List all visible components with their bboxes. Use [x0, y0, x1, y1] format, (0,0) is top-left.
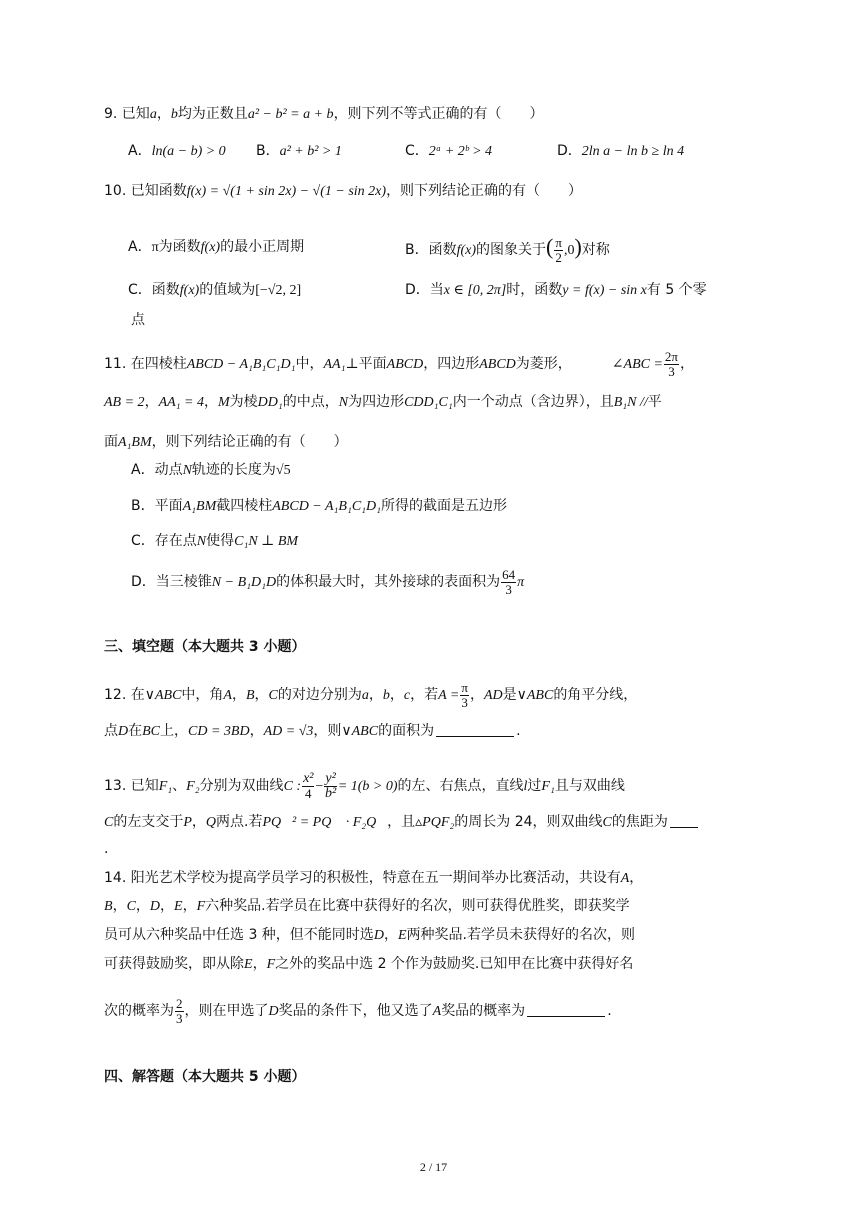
q10-option-b-fx: f(x): [456, 243, 477, 258]
q14-s6: ，: [252, 956, 267, 972]
q11-dd1: DD₁: [257, 395, 283, 410]
q11-l3-post: ，则下列结论正确的有（ ）: [151, 434, 348, 450]
q14-l3-rest: 两种奖品.若学员未获得好的名次，则: [406, 927, 635, 943]
q12-answer-blank[interactable]: [436, 722, 514, 737]
q14-line1: [104, 867, 643, 890]
q14-l3-E: E: [397, 928, 407, 943]
q10-option-b-paren-close: ): [574, 234, 582, 259]
q11-line2: [104, 391, 662, 414]
q12-tri3: ∨ABC: [341, 724, 379, 739]
q13-hyp-c: C :: [283, 779, 302, 794]
q10-option-d-mid: 时，函数: [506, 282, 563, 298]
q13-hyp-minus: −: [315, 779, 324, 794]
q11-aa1: AA₁: [323, 357, 346, 372]
q10-option-c-mid: 的值域为: [199, 282, 256, 298]
q10-option-b-fraction-num: π: [555, 234, 562, 250]
q13-l2-end: 的焦距为: [611, 814, 668, 830]
q14-l3-D: D: [373, 928, 384, 943]
q11-option-c-n: N: [196, 534, 207, 549]
q10-stem-pre: 10. 已知函数: [104, 183, 187, 199]
q14-l5-mid2: 奖品的条件下，他又选了: [278, 1003, 433, 1019]
q11-l3-plane: A₁BM: [118, 435, 152, 450]
q13-f1b: F₁: [541, 779, 555, 794]
q14-l5-mid1: ，则在甲选了: [184, 1003, 269, 1019]
q12-cond-fraction: [460, 681, 469, 710]
q12-pre: 12. 在: [104, 687, 145, 703]
q14-l1-end: ，: [629, 870, 644, 886]
q12-l2-mid1: 在: [128, 723, 143, 739]
q12-end: 的角平分线，: [553, 687, 638, 703]
q9-condition: a² − b² = a + b: [247, 107, 334, 122]
q11-end: ，: [679, 356, 694, 372]
q12-s2: ，: [254, 687, 269, 703]
q11-mid2: 平面: [358, 356, 387, 372]
q11-perp: ⊥: [345, 357, 359, 372]
q12-s6: ，: [249, 723, 264, 739]
q14-l5-A: A: [432, 1004, 442, 1019]
q13-hyp-4: 4: [305, 785, 312, 801]
q10-option-d-wrap: 点: [131, 312, 145, 328]
q11-option-d: [131, 560, 524, 605]
q14-line4: [104, 953, 633, 976]
q11-n: N: [338, 395, 349, 410]
q9-stem-mid: 均为正数且: [177, 106, 248, 122]
q14-C: C: [126, 899, 136, 914]
q11-option-d-tet: N − B₁D₁D: [211, 575, 277, 590]
q10-stem-post: ，则下列结论正确的有（ ）: [386, 183, 583, 199]
q12-b: b: [382, 688, 390, 703]
q11-option-b-post: 所得的截面是五边形: [381, 498, 508, 514]
q11-option-c-rel: C₁N ⊥ BM: [234, 534, 299, 549]
q11-mid3: ，四边形: [423, 356, 480, 372]
q13-mid3: 过: [527, 778, 542, 794]
q10-option-b-mid: 的图象关于: [476, 242, 547, 258]
q13-s1: 、: [172, 778, 187, 794]
q10-option-d-fn: y = f(x) − sin x: [562, 283, 647, 298]
q10-option-c-range: [−√2, 2]: [255, 283, 302, 298]
q9-sep: ，: [156, 106, 171, 122]
q11-option-b-mid: 截四棱柱: [216, 498, 273, 514]
q11-l2-mid3: 为四边形: [348, 394, 405, 410]
q12-mid2: 的对边分别为: [277, 687, 362, 703]
q10-option-b-fraction: [554, 236, 563, 265]
q9-stem: [104, 103, 544, 126]
q10-option-b-label: B．函数: [405, 242, 457, 258]
section-4-title: 四、解答题（本大题共 5 小题）: [104, 1069, 306, 1085]
q11-option-d-pre: D．当三棱锥: [131, 574, 212, 590]
q13-hyp-frac-y: [324, 772, 336, 801]
q14-l4-rest: 之外的奖品中选 2 个作为鼓励奖.已知甲在比赛中获得好名: [275, 956, 634, 972]
q10-option-c-fx: f(x): [179, 283, 200, 298]
q13-l: l: [523, 779, 528, 794]
q11-option-c: [131, 530, 298, 553]
q14-l2-rest: 六种奖品.若学员在比赛中获得好的名次，则可获得优胜奖，即获奖学: [205, 898, 630, 914]
q10-option-b-paren-open: (: [546, 234, 554, 259]
q14-l4-E: E: [244, 957, 253, 972]
q10-option-a: [128, 236, 304, 259]
q10-option-a-mid: 为函数: [158, 239, 201, 255]
q13-hyp-x: x²: [303, 770, 314, 786]
q12-l2-end: .: [516, 723, 521, 739]
q13-tri: ▵PQF₂: [415, 815, 455, 830]
q9-option-a-label: A．: [128, 143, 152, 159]
q11-prism: ABCD − A₁B₁C₁D₁: [186, 357, 296, 372]
q12-cond-den: 3: [461, 694, 468, 710]
q14-B: B: [104, 899, 113, 914]
q9-option-a-expr: ln(a − b) > 0: [151, 144, 226, 159]
q10-option-c-label: C．函数: [128, 282, 180, 298]
q11-line1: [104, 344, 694, 385]
q12-cond-a: A =: [438, 688, 460, 703]
q12-mid4: 是: [502, 687, 517, 703]
q9-option-a: [128, 140, 226, 163]
q12-tri2: ∨ABC: [516, 688, 554, 703]
q11-option-a-mid: 轨迹的长度为: [191, 462, 276, 478]
q11-l2-end: 平: [647, 394, 662, 410]
q12-l2-mid2: 上，: [160, 723, 189, 739]
q13-hyp-rest: = 1(b > 0): [337, 779, 398, 794]
q10-option-b: [405, 228, 610, 270]
q12-cd: CD = 3BD: [188, 724, 250, 739]
page-number: 2 / 17: [419, 1160, 448, 1174]
q14-l5-pre: 次的概率为: [104, 1003, 174, 1019]
q9-option-c-expr: 2ᵃ + 2ᵇ > 4: [428, 144, 493, 159]
q12-A: A: [223, 688, 232, 703]
q11-pre: 11. 在四棱柱: [104, 356, 187, 372]
q11-option-a-val: √5: [275, 463, 291, 478]
q11-angle-num: 2π: [664, 348, 678, 364]
q11-option-a: [131, 459, 291, 482]
q11-option-d-pi: π: [517, 575, 525, 590]
q14-line2: [104, 895, 630, 918]
q11-option-b-prism: ABCD − A₁B₁C₁D₁: [272, 499, 382, 514]
q11-aa1-val: AA₁ = 4: [158, 395, 204, 410]
q12-line1: [104, 675, 637, 716]
q9-stem-pre: 9. 已知: [104, 106, 150, 122]
section-3-title: 三、填空题（本大题共 3 小题）: [104, 639, 306, 655]
q11-option-c-mid: 使得: [206, 533, 235, 549]
q14-l1-pre: 14. 阳光艺术学校为提高学员学习的积极性，特意在五一期间举办比赛活动，共设有: [104, 870, 621, 886]
q11-option-b-plane: A₁BM: [182, 499, 217, 514]
q12-c: c: [403, 688, 411, 703]
q12-l2-mid3: ，则: [313, 723, 342, 739]
q11-cdd1c1: CDD₁C₁: [404, 395, 453, 410]
q14-s1: ，: [112, 898, 127, 914]
q13-l2-mid3: ，且: [387, 814, 416, 830]
q9-stem-post: ，则下列不等式正确的有（ ）: [333, 106, 544, 122]
q10-option-d-cond: x ∈ [0, 2π]: [443, 283, 507, 298]
q11-m: M: [217, 395, 230, 410]
q12-s1: ，: [231, 687, 246, 703]
q11-sep2: ，: [203, 394, 218, 410]
q10-option-a-post: 的最小正周期: [220, 239, 305, 255]
q9-option-b: [256, 140, 342, 163]
q12-adv: AD = √3: [263, 724, 314, 739]
q12-s3: ，: [368, 687, 383, 703]
q14-s2: ，: [135, 898, 150, 914]
q13-line1: [104, 766, 625, 807]
q9-option-d-expr: 2ln a − ln b ≥ ln 4: [581, 144, 685, 159]
q12-bc: BC: [142, 724, 161, 739]
q10-stem: [104, 180, 582, 203]
q14-s3: ，: [160, 898, 175, 914]
q10-function: f(x) = √(1 + sin 2x) − √(1 − sin 2x): [186, 184, 387, 199]
q14-prob-num: 2: [176, 995, 183, 1011]
q13-p: P: [183, 815, 192, 830]
q12-s4: ，: [389, 687, 404, 703]
q13-l2-mid1: 的左支交于: [113, 814, 184, 830]
q14-prob-den: 3: [176, 1010, 183, 1026]
q12-B: B: [245, 688, 255, 703]
q9-option-d: [557, 140, 684, 163]
q14-l4-F: F: [266, 957, 276, 972]
q12-cond-num: π: [461, 679, 468, 695]
q12-mid3: ，若: [410, 687, 439, 703]
q12-l2-pre: 点: [104, 723, 118, 739]
q11-mid1: 中，: [295, 356, 324, 372]
q11-mid4: 为菱形，: [515, 356, 572, 372]
q14-E: E: [174, 899, 183, 914]
q9-option-c: [405, 140, 492, 163]
q11-option-b-pre: B．平面: [131, 498, 183, 514]
q11-option-d-den: 3: [505, 581, 512, 597]
q9-option-d-label: D．: [557, 143, 582, 159]
q13-pre: 13. 已知: [104, 778, 159, 794]
q13-end: 且与双曲线: [554, 778, 625, 794]
q11-angle-den: 3: [668, 363, 675, 379]
q11-l2-mid4: 内一个动点（含边界），且: [452, 394, 614, 410]
q9-option-b-expr: a² + b² > 1: [279, 144, 342, 159]
q12-ad: AD: [483, 688, 503, 703]
q10-option-a-fx: f(x): [200, 240, 221, 255]
q9-var-b: b: [170, 107, 178, 122]
q12-C: C: [268, 688, 278, 703]
q14-F: F: [196, 899, 206, 914]
q13-c2: C: [602, 815, 612, 830]
q11-b1n: B₁N //: [613, 395, 648, 410]
q13-line3: .: [104, 841, 109, 857]
q10-option-c: [128, 279, 301, 302]
q9-var-a: a: [149, 107, 157, 122]
q11-angle-fraction: [664, 350, 679, 379]
q10-option-d-post: 有 5 个零: [646, 282, 707, 298]
q13-vec: PQ⃗² = PQ⃗ · F₂Q⃗: [262, 815, 388, 830]
q13-q: Q: [205, 815, 217, 830]
q11-option-a-pre: A．动点: [131, 462, 183, 478]
q10-option-b-point-rest: ,0: [563, 243, 575, 258]
q14-l3-pre: 员可从六种奖品中任选 3 种，但不能同时选: [104, 927, 374, 943]
q14-line3: [104, 924, 635, 947]
q11-option-d-num: 64: [502, 566, 516, 582]
q10-option-d-label: D．当: [405, 282, 444, 298]
q11-ab: AB = 2: [104, 395, 145, 410]
q14-answer-blank[interactable]: [527, 1002, 605, 1017]
q12-s5: ，: [469, 687, 484, 703]
q13-hyp-y: y²: [325, 770, 336, 786]
q11-l2-mid1: 为棱: [229, 394, 258, 410]
q14-l5-end: .: [607, 1003, 612, 1019]
q13-l2-c: C: [104, 815, 114, 830]
q10-option-b-fraction-den: 2: [555, 249, 562, 265]
q11-l3-pre: 面: [104, 434, 118, 450]
q13-line2: [104, 811, 700, 834]
q14-A: A: [620, 871, 630, 886]
q14-l5-D: D: [268, 1004, 279, 1019]
q10-option-d: [405, 279, 707, 302]
q13-l2-mid2: 两点.若: [216, 814, 263, 830]
q11-line3: [104, 431, 348, 454]
q12-tri: ∨ABC: [144, 688, 182, 703]
q14-l5-mid3: 奖品的概率为: [441, 1003, 526, 1019]
q13-l2-mid4: 的周长为 24，则双曲线: [454, 814, 603, 830]
q13-answer-blank[interactable]: [670, 813, 698, 828]
q11-angle: ∠ABC =: [611, 357, 663, 372]
q11-l2-mid2: 的中点，: [282, 394, 339, 410]
q13-f1: F₁: [158, 779, 173, 794]
q11-option-d-fraction: [501, 568, 516, 597]
q11-abcd: ABCD: [386, 357, 424, 372]
q13-mid1: 分别为双曲线: [199, 778, 284, 794]
q12-l2-mid4: 的面积为: [378, 723, 435, 739]
q14-s5: ，: [383, 927, 398, 943]
q9-option-c-label: C．: [405, 143, 429, 159]
q11-abcd2: ABCD: [479, 357, 516, 372]
q10-option-a-pi: π: [151, 240, 159, 255]
q11-option-b: [131, 495, 507, 518]
q13-s2: ，: [191, 814, 206, 830]
q14-prob-fraction: [175, 997, 184, 1026]
q13-hyp-b: b²: [325, 785, 337, 801]
q13-f2: F₂: [186, 779, 200, 794]
q10-option-a-label: A．: [128, 239, 152, 255]
q12-mid1: 中，角: [181, 687, 224, 703]
q14-l4-pre: 可获得鼓励奖，即从除: [104, 956, 244, 972]
q12-line2: [104, 720, 521, 743]
q12-d: D: [118, 724, 129, 739]
q11-option-d-mid: 的体积最大时，其外接球的表面积为: [276, 574, 501, 590]
q13-hyp-frac-x: [302, 772, 314, 801]
q9-option-b-label: B．: [256, 143, 280, 159]
q14-D: D: [149, 899, 161, 914]
q13-mid2: 的左、右焦点，直线: [397, 778, 524, 794]
q12-a: a: [361, 688, 369, 703]
q14-s4: ，: [182, 898, 197, 914]
q11-option-c-pre: C．存在点: [131, 533, 197, 549]
q14-line5: [104, 990, 612, 1033]
q11-option-a-n: N: [182, 463, 192, 478]
q10-option-b-post: 对称: [581, 242, 610, 258]
q11-sep1: ，: [144, 394, 159, 410]
